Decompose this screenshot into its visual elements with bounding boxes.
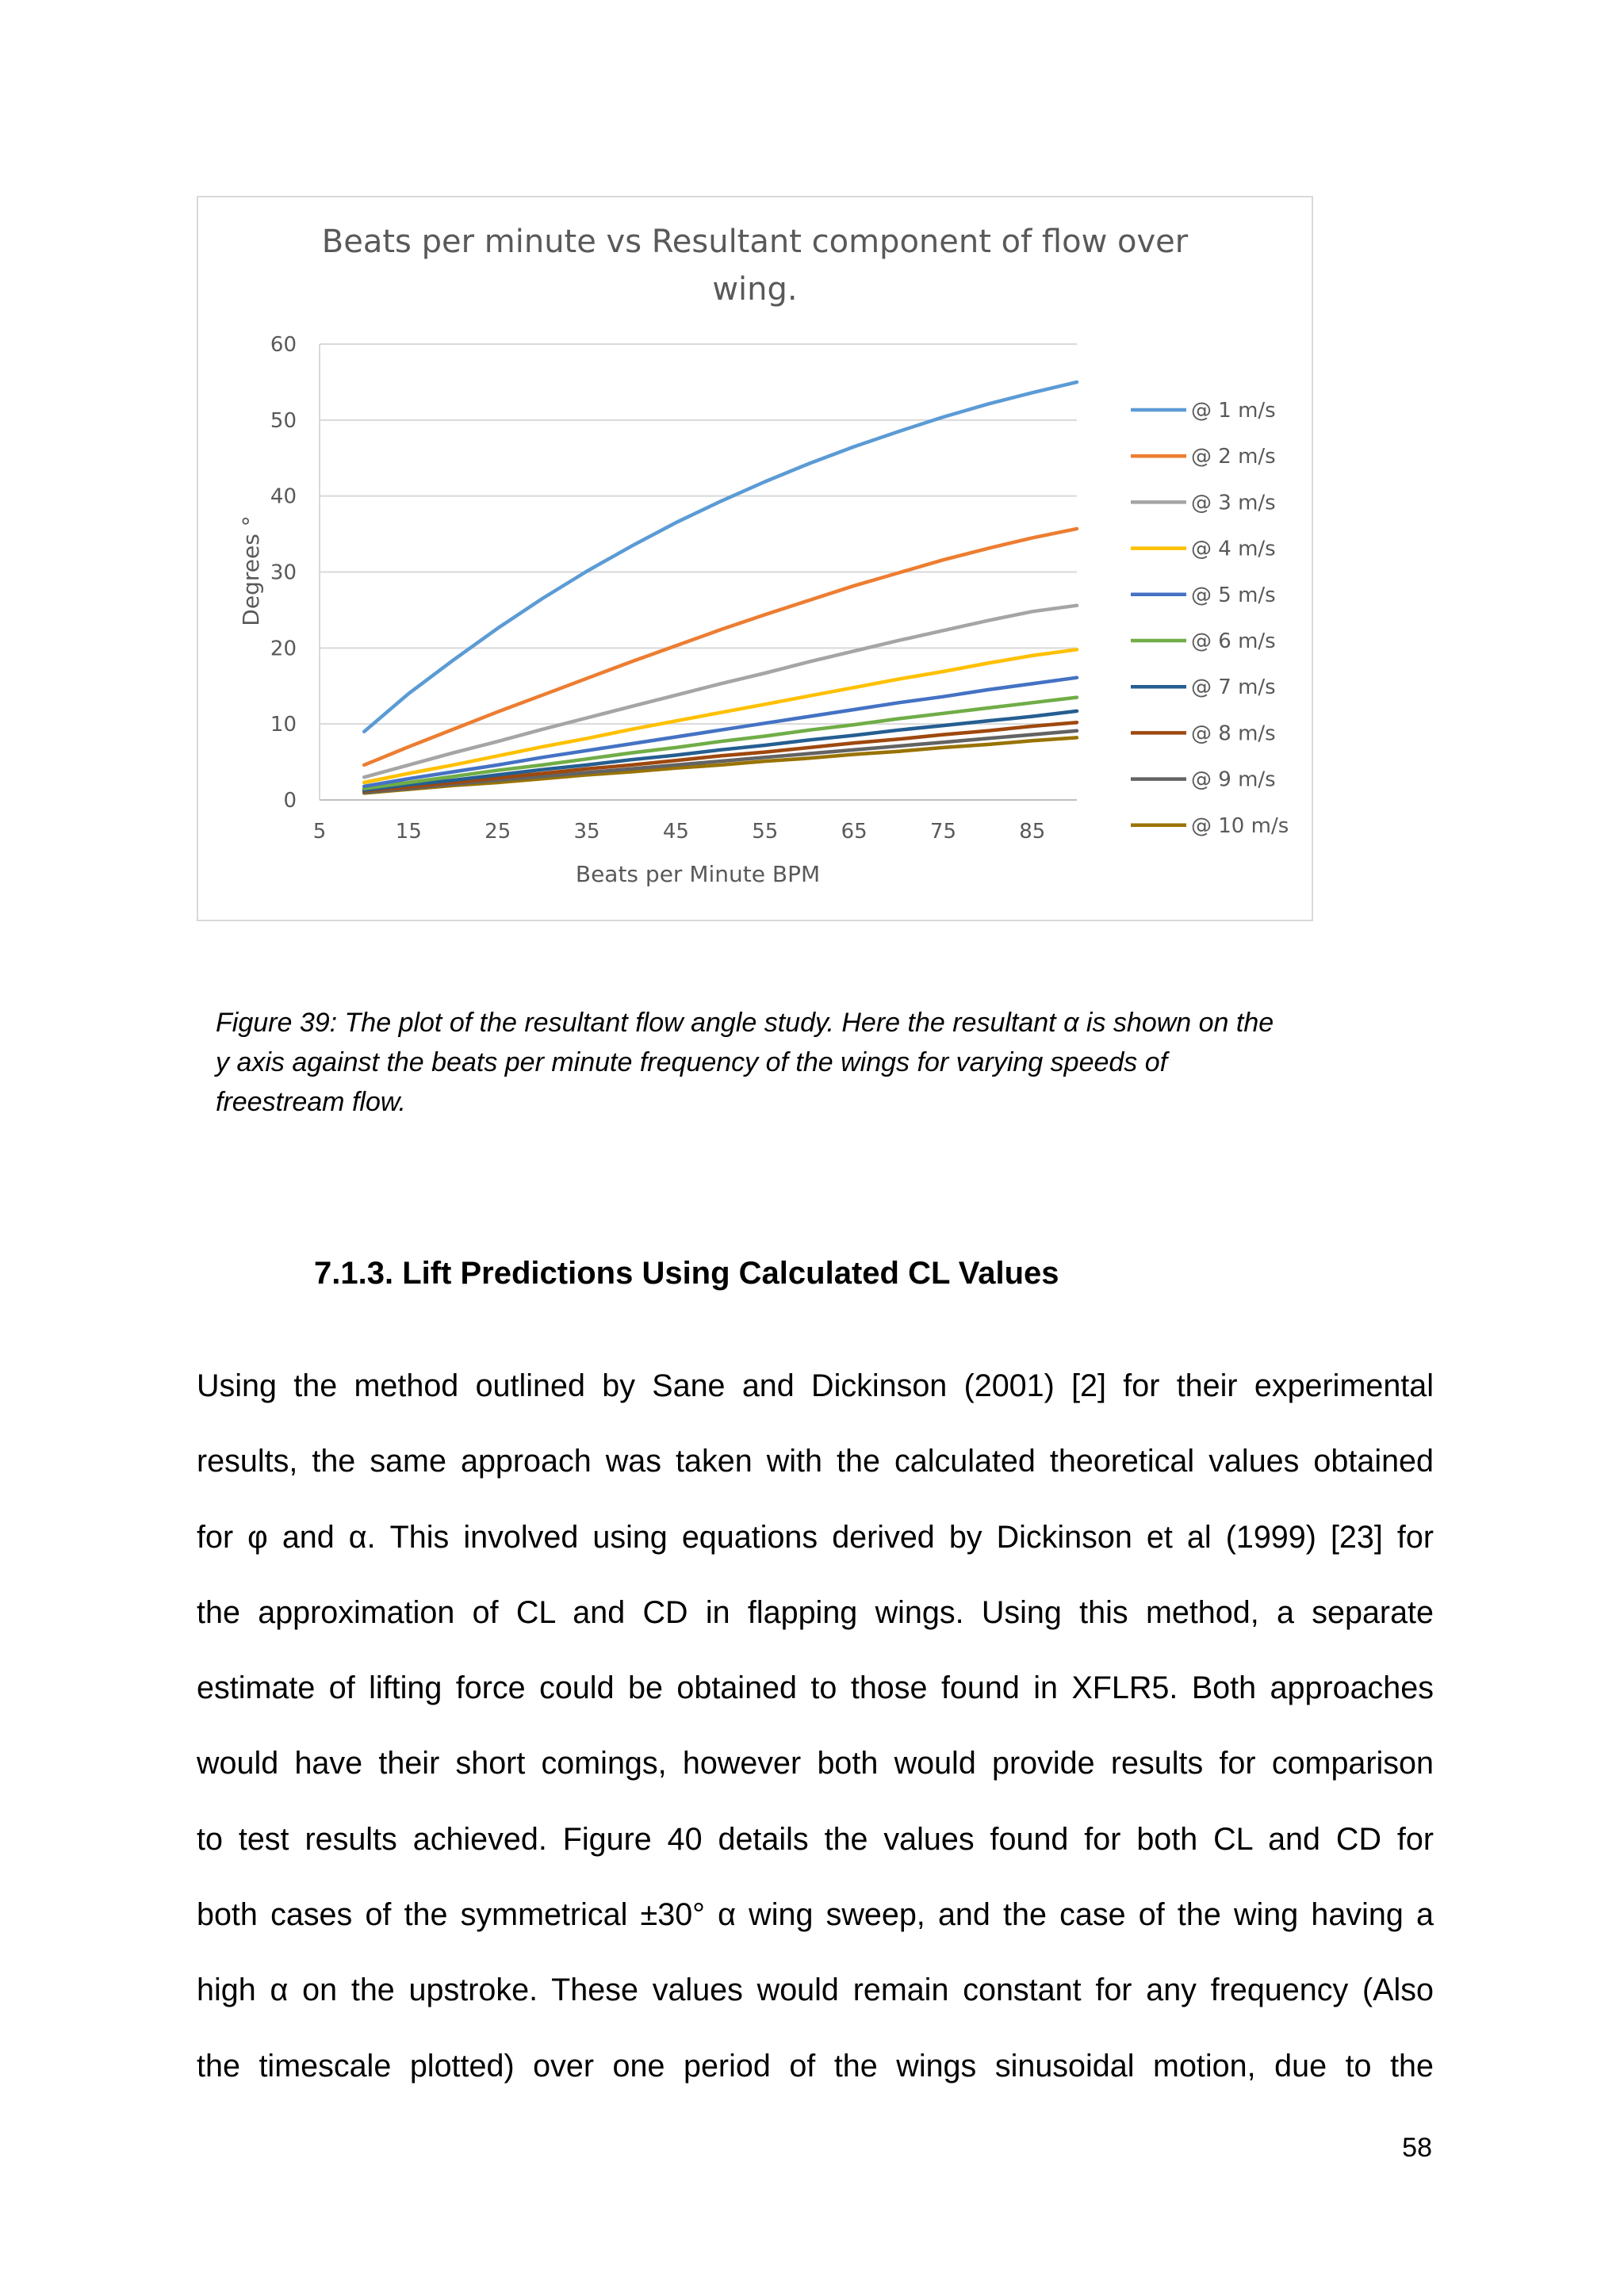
- caption-line: Figure 39: The plot of the resultant flow angle study. Here the resultant α is shown on the: [216, 1008, 1274, 1038]
- y-tick-label: 20: [270, 637, 297, 661]
- legend-label: @ 1 m/s: [1191, 399, 1276, 423]
- line-chart: [0, 0, 1624, 951]
- x-tick-label: 55: [752, 820, 779, 844]
- caption-line: freestream flow.: [216, 1087, 406, 1117]
- x-tick-label: 65: [841, 820, 868, 844]
- body-paragraph: [197, 1349, 1434, 2104]
- y-tick-label: 10: [270, 713, 297, 737]
- x-tick-label: 45: [662, 820, 689, 844]
- figure-caption: [216, 1003, 1342, 1122]
- body-line: results, the same approach was taken with the calculated theoretical values obtained: [197, 1444, 1434, 1479]
- y-tick-labels: [270, 333, 297, 813]
- x-axis-title: Beats per Minute BPM: [575, 861, 821, 887]
- series-lines: [364, 382, 1077, 794]
- legend-label: @ 6 m/s: [1191, 629, 1276, 653]
- series-line: [364, 382, 1077, 732]
- body-line: estimate of lifting force could be obtained to those found in XFLR5. Both approaches: [197, 1670, 1434, 1706]
- body-line: to test results achieved. Figure 40 details the values found for both CL and CD for: [197, 1821, 1434, 1857]
- x-tick-labels: [313, 820, 1046, 844]
- page-number: 58: [1402, 2133, 1432, 2163]
- body-line: the timescale plotted) over one period of the wings sinusoidal motion, due to the: [197, 2048, 1434, 2084]
- body-line: both cases of the symmetrical ±30° α wing sweep, and the case of the wing having a: [197, 1897, 1434, 1933]
- legend-label: @ 8 m/s: [1191, 721, 1276, 746]
- y-tick-label: 30: [270, 561, 297, 585]
- chart-title-line-1: Beats per minute vs Resultant component of flow over: [321, 224, 1189, 260]
- section-heading: 7.1.3. Lift Predictions Using Calculated CL Values: [314, 1256, 1059, 1291]
- chart-title-line-2: wing.: [712, 271, 798, 308]
- legend-label: @ 3 m/s: [1191, 491, 1276, 515]
- body-line: for φ and α. This involved using equations derived by Dickinson et al (1999) [23] for: [197, 1519, 1434, 1555]
- legend-label: @ 9 m/s: [1191, 767, 1276, 792]
- y-axis-title: Degrees °: [238, 515, 264, 626]
- y-tick-label: 60: [270, 333, 297, 357]
- legend-label: @ 5 m/s: [1191, 583, 1276, 607]
- x-tick-label: 85: [1019, 820, 1046, 844]
- legend-label: @ 4 m/s: [1191, 537, 1276, 561]
- body-line: high α on the upstroke. These values would remain constant for any frequency (Also: [197, 1973, 1434, 2008]
- y-tick-label: 50: [270, 408, 297, 433]
- caption-line: y axis against the beats per minute frequency of the wings for varying speeds of: [216, 1047, 1168, 1077]
- x-tick-label: 25: [485, 820, 511, 844]
- x-tick-label: 5: [312, 820, 327, 844]
- legend-label: @ 7 m/s: [1191, 675, 1276, 700]
- x-tick-label: 15: [395, 820, 422, 844]
- y-tick-label: 40: [270, 484, 297, 509]
- x-tick-label: 35: [573, 820, 600, 844]
- x-tick-label: 75: [929, 820, 957, 844]
- body-line: Using the method outlined by Sane and Dickinson (2001) [2] for their experimental: [197, 1368, 1434, 1403]
- series-line: [364, 737, 1077, 793]
- legend-label: @ 10 m/s: [1191, 813, 1289, 838]
- legend: [1131, 399, 1289, 838]
- series-line: [364, 722, 1077, 790]
- body-line: would have their short comings, however both would provide results for comparison: [197, 1746, 1434, 1781]
- y-tick-label: 0: [283, 789, 297, 813]
- body-line: the approximation of CL and CD in flapping wings. Using this method, a separate: [197, 1594, 1434, 1630]
- legend-label: @ 2 m/s: [1191, 445, 1276, 469]
